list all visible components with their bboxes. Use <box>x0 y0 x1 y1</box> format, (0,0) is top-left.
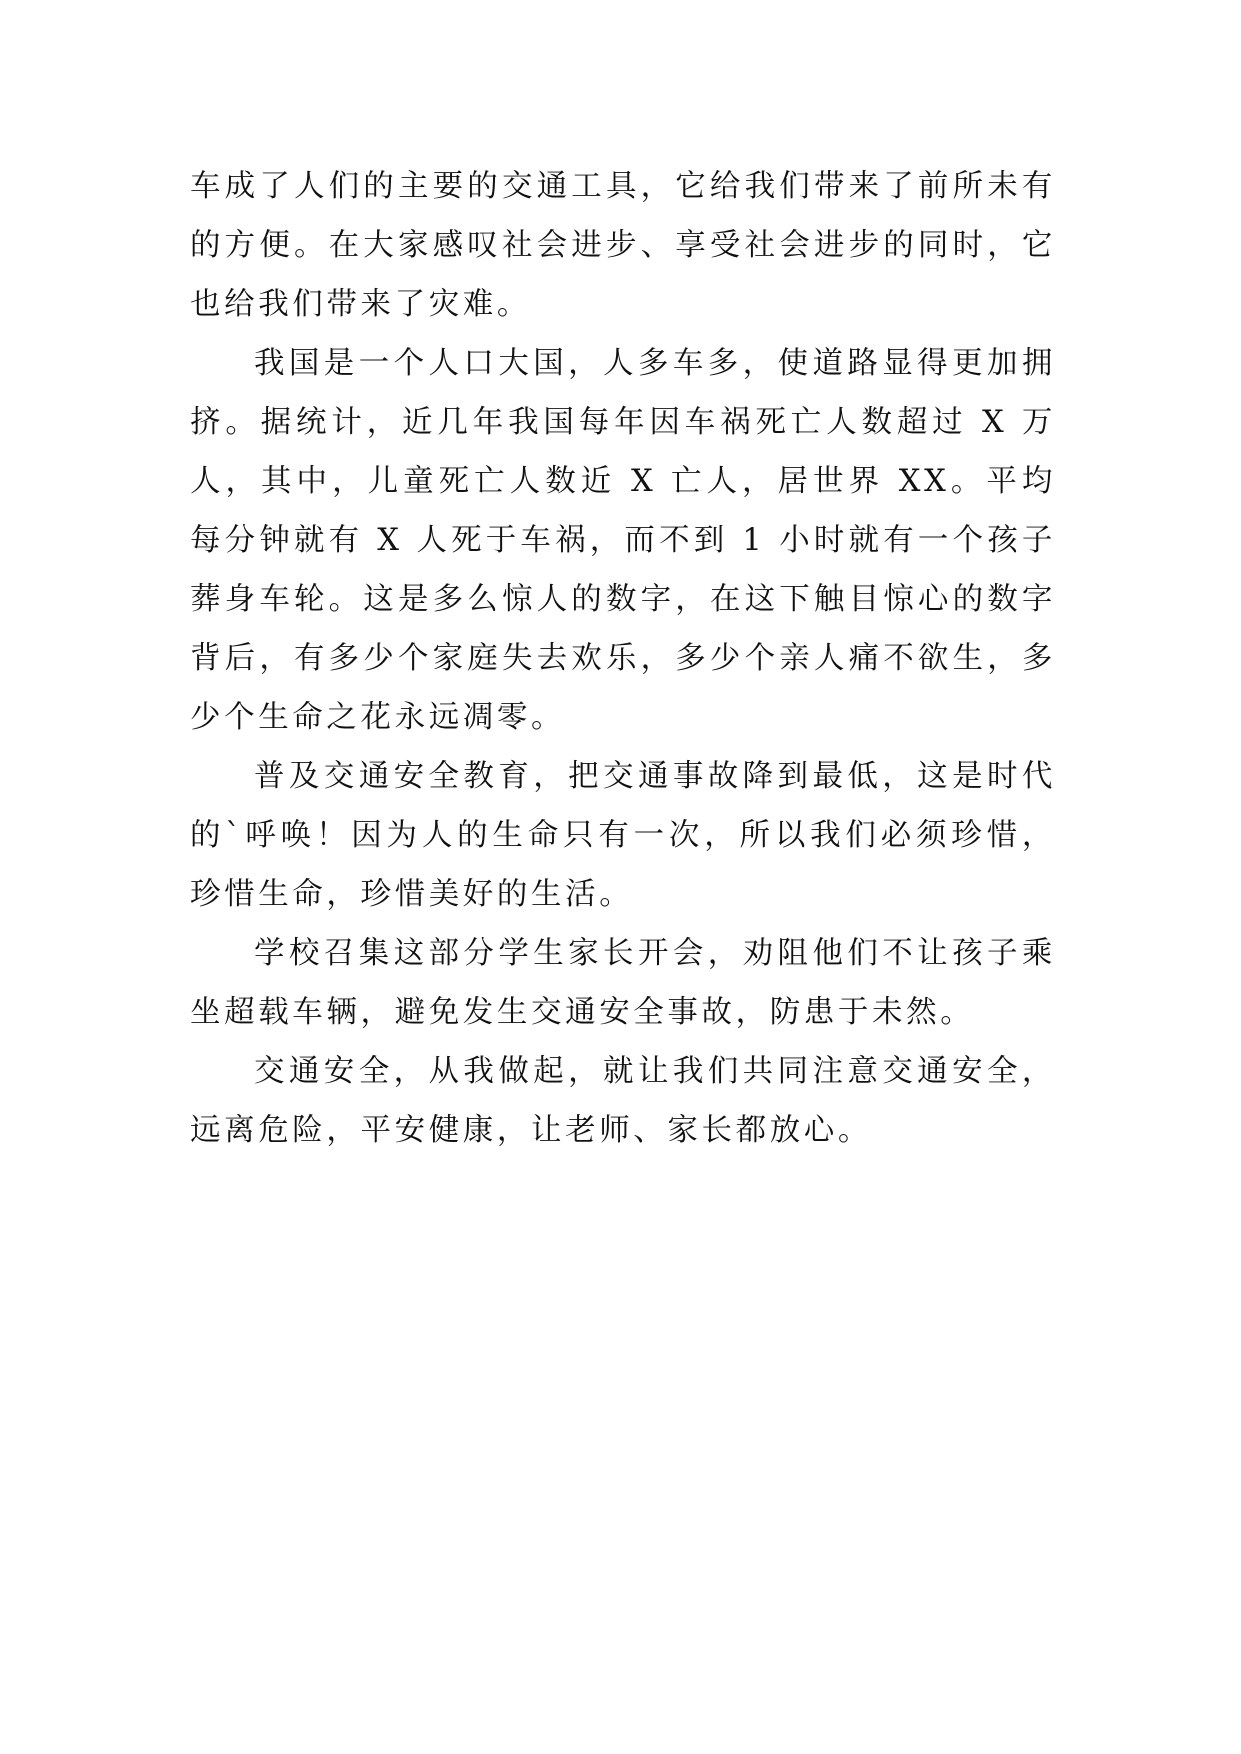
paragraph-traffic-statistics: 我国是一个人口大国，人多车多，使道路显得更加拥挤。据统计，近几年我国每年因车祸死亡人数超过 X 万人，其中，儿童死亡人数近 X 亡人，居世界 XX。平均每分钟就有 X 人死于车祸，而不到 1 小时就有一个孩子葬身车轮。这是多么惊人的数字，在这下触目惊心的数字背后，有多少个家庭失去欢乐，多少个亲人痛不欲生，多少个生命之花永远凋零。 <box>190 346 1056 735</box>
paragraph-closing: 交通安全，从我做起，就让我们共同注意交通安全，远离危险，平安健康，让老师、家长都放心。 <box>190 1054 1056 1148</box>
paragraph-parent-meeting: 学校召集这部分学生家长开会，劝阻他们不让孩子乘坐超载车辆，避免发生交通安全事故，防患于未然。 <box>190 936 1056 1030</box>
paragraph-continuation: 车成了人们的主要的交通工具，它给我们带来了前所未有的方便。在大家感叹社会进步、享受社会进步的同时，它也给我们带来了灾难。 <box>190 169 1056 322</box>
paragraph-safety-education: 普及交通安全教育，把交通事故降到最低，这是时代的`呼唤！因为人的生命只有一次，所以我们必须珍惜，珍惜生命，珍惜美好的生活。 <box>190 759 1056 912</box>
document-body <box>190 157 1056 1160</box>
